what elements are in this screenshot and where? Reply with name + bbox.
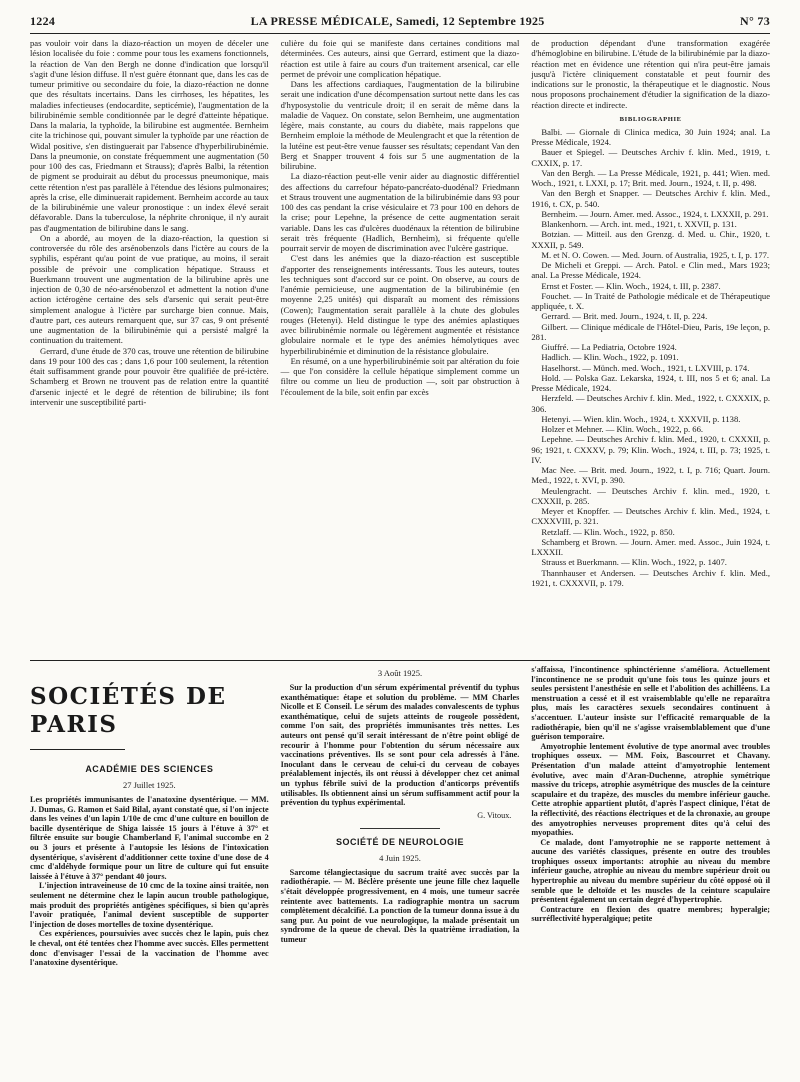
bibliography-entry: Strauss et Buerkmann. — Klin. Woch., 1922, p. 1407. (541, 557, 727, 568)
paragraph: pas vouloir voir dans la diazo-réaction un moyen de déceler une lésion localisée du foie : comme pour tous les examens fonctionnels, la réaction de Van den Bergh ne donne d'indication que lorsqu'il s'agit d'une lésion diffuse. Il n'est guère étonnant que, dans les cas de tumeur primitive ou secondaire du foie, la diazo-réaction ne donne que des résultats incertains. Dans les cirrhoses, les hépatites, les maladies infectieuses (endocardite, septicémie), l'augmentation de la bilirubinémie semble conditionnée par le degré d'atteinte hépatique. Dans la malaria, la typhoïde, la bilirubine est augmentée. Bernheim cite la trichinose qui, pouvant simuler la typhoïde par une réaction de Widal positive, s'en distinguerait par l'absence d'hyperbilirubinémie. Dans la pneumonie, on constate fréquemment une augmentation (50 pour 100 des cas, Friedmann et Strauss); d'après Balbi, la rétention de pigment se produirait au début du processus pneumonique, mais cette rétention n'est pas parallèle à l'étendue des lésions pulmonaires; après la crise, elle diminuerait rapidement. Bernheim accorde au taux de la bilirubinémie une valeur pronostique : un index élevé serait défavorable. Dans la tuberculose, la néphrite chronique, il n'y aurait pas d'augmentation de bilirubine dans le sang. (30, 38, 269, 233)
bibliography-entry: Retzlaff. — Klin. Woch., 1922, p. 850. (541, 526, 675, 537)
bibliography-entry: De Micheli et Greppi. — Arch. Patol. e Clin med., Mars 1923; anal. La Presse Médicale, 1924. (531, 260, 770, 281)
title-rule (30, 749, 125, 750)
paragraph: de production dépendant d'une transformation exagérée d'hémoglobine en bilirubine. L'étude de la bilirubinémie par la diazo-réaction met en évidence une rétention qui n'ira peut-être jamais jusqu'à l'ictère cliniquement constatable et peut fournir des indications sur le pronostic, la thérapeutique et le diagnostic. Nous nous proposons prochainement d'étudier la signification de la diazo-réaction directe et indirecte. (531, 38, 770, 110)
paragraph: Ces expériences, poursuivies avec succès chez le lapin, puis chez le cheval, ont été tentées chez l'homme avec succès. Elles permettent donc d'envisager l'essai de la vaccination de l'homme avec l'anatoxine dysentérique. (30, 929, 269, 968)
societies-column-3 (531, 665, 770, 1075)
bibliography-entry: Gerrard. — Brit. med. Journ., 1924, t. II, p. 224. (541, 311, 708, 322)
bibliography-entry: Bernheim. — Journ. Amer. med. Assoc., 1924, t. LXXXII, p. 291. (541, 208, 769, 219)
bibliography-entry: Gilbert. — Clinique médicale de l'Hôtel-Dieu, Paris, 19e leçon, p. 281. (531, 321, 770, 342)
session-date: 4 Juin 1925. (379, 852, 421, 863)
bibliography-entry: Van den Bergh. — La Presse Médicale, 1921, p. 441; Wien. med. Woch., 1921, t. LXXI, p. 17; Brit. med. Journ., 1924, t. II, p. 498. (531, 167, 770, 188)
issue-number: N° 73 (740, 14, 770, 28)
bibliography-entry: Blankenhorn. — Arch. int. med., 1921, t. XXVII, p. 131. (541, 219, 737, 229)
bibliography-entry: Meulengracht. — Deutsches Archiv f. klin. med., 1920, t. CXXXII, p. 285. (531, 485, 770, 506)
bibliography-entry: Haselhorst. — Münch. med. Woch., 1921, t. LXVIII, p. 174. (541, 362, 750, 373)
journal-title: LA PRESSE MÉDICALE, Samedi, 12 Septembre 1925 (250, 14, 545, 28)
paragraph: s'affaissa, l'incontinence sphinctérienne s'améliora. Actuellement l'incontinence ne se produit qu'une fois tous les quinze jours et seules persistent l'anesthésie en selle et l'abolition des achilléens. La menstruation a cessé et il est vraisemblable qu'elle ne reparaîtra plus, mais les caractères sexuels secondaires continuent à s'accentuer. L'auteur insiste sur l'efficacité remarquable de la radiothérapie, bien qu'il ne s'agisse vraisemblablement que d'une guérison temporaire. (531, 665, 770, 742)
paragraph: L'injection intraveineuse de 10 cmc de la toxine ainsi traitée, non seulement ne détermine chez le lapin aucun trouble pathologique, mais produit des propriétés antigènes spécifiques, si bien qu'après l'avoir pratiquée, l'animal devient susceptible de supporter l'injection de doses mortelles de toxine dysentérique. (30, 881, 269, 929)
paragraph: On a abordé, au moyen de la diazo-réaction, la question si controversée du rôle des arsénobenzols dans l'ictère au cours de la syphilis, espérant qu'au point de vue pratique, au moins, il serait possible de prévoir une complication hépatique. Strauss et Buerkmann trouvent une augmentation de la bilirubine après une injection de 0,30 de néo-arsénobenzol et admettent la notion d'une action ictérogène certaine des sels d'arsenic qui serait peut-être simplement analogue à l'ictère par surcharge bien connue. Mais, d'autre part, ces auteurs remarquent que, sur 37 cas, 9 ont présenté une augmentation de la bilirubinémie qui a persisté malgré la continuation du traitement. (30, 232, 269, 346)
bibliography-title: BIBLIOGRAPHIE (619, 115, 682, 123)
societes-title: SOCIÉTÉS DE PARIS (30, 683, 227, 738)
article-column-2 (281, 38, 520, 654)
bibliography-entry: Hold. — Polska Gaz. Lekarska, 1924, t. III, nos 5 et 6; anal. La Presse Médicale, 1924. (531, 372, 770, 393)
bibliography-entry: Bauer et Spiegel. — Deutsches Archiv f. klin. Med., 1919, t. CXXIX, p. 17. (531, 147, 770, 168)
paragraph: Les propriétés immunisantes de l'anatoxine dysentérique. — MM. J. Dumas, G. Ramon et Saïd Bilal, ayant constaté que, si l'on injecte dans les veines d'un lapin 1/10e de cmc d'une culture en bouillon de bacille dysentérique de Shiga laissée 15 jours à l'étuve à 37° et filtrée ensuite sur bougie Chamberland F, l'animal succombe en 2 ou 3 jours et présente à l'autopsie les lésions de l'intoxication dysentérique, s'avisèrent d'additionner cette toxine d'une dose de 4 cmc d'aldéhyde formique pour un litre de culture qui fut ensuite laissée à l'étuve à 37° pendant 40 jours. (30, 795, 269, 881)
page-number: 1224 (30, 14, 56, 28)
bibliography-entry: Hetenyi. — Wien. klin. Woch., 1924, t. XXXVII, p. 1138. (541, 413, 741, 424)
bibliography-entry: Holzer et Mehner. — Klin. Woch., 1922, p. 66. (541, 424, 704, 434)
bibliography-entry: Thannhauser et Andersen. — Deutsches Archiv f. klin. Med., 1921, t. CXXXVII, p. 179. (531, 567, 770, 588)
paragraph: En résumé, on a une hyperbilirubinémie soit par altération du foie — que l'on considère la cellule hépatique simplement comme un filtre ou comme un lieu de production —, soit par obstruction à l'écoulement de la bile, soit enfin par excès (280, 355, 520, 397)
sub-divider (360, 828, 440, 829)
bibliography-entry: M. et N. O. Cowen. — Med. Journ. of Australia, 1925, t. I, p. 177. (541, 249, 770, 260)
bibliography-list (531, 127, 770, 588)
article-section (30, 38, 770, 654)
bibliography-entry: Giuffré. — La Pediatria, Octobre 1924. (541, 342, 677, 352)
bibliography-entry: Fouchet. — In Traité de Pathologie médicale et de Thérapeutique appliquée, t. X. (531, 290, 770, 311)
paragraph: Amyotrophie lentement évolutive de type anormal avec troubles trophiques osseux. — MM. Foix, Bascourret et Chavany. Présentation d'un malade atteint d'amyotrophie lentement évolutive, avec main d'Aran-Duchenne, atrophie symétrique massive du triceps, atrophie asymétrique des muscles de la ceinture scapulaire et du trapèze, des muscles du membre inférieur gauche. Cette atrophie appartient plutôt, d'après l'aspect clinique, l'état de la réflectivité, des réactions électriques et de la chronaxie, au groupe des amyotrophies nerveuses proprement dites qu'à celui des myopathies. (531, 741, 770, 838)
bibliography-entry: Ernst et Foster. — Klin. Woch., 1924, t. III, p. 2387. (541, 280, 721, 291)
bibliography-entry: Hadlich. — Klin. Woch., 1922, p. 1091. (541, 352, 679, 363)
bibliography-entry: Botzian. — Mitteil. aus den Grenzg. d. Med. u. Chir., 1920, t. XXXII, p. 549. (531, 229, 770, 250)
paragraph: Ce malade, dont l'amyotrophie ne se rapporte nettement à aucune des variétés classiques, présente en outre des troubles trophiques osseux importants: atrophie au niveau du membre inférieur gauche, atrophie au niveau du membre supérieur droit ou hypertrophie au niveau du membre supérieur du côté opposé où il semble que le deltoïde et les muscles de la ceinture scapulaire présentent également un certain degré d'hypertrophie. (531, 837, 770, 905)
bibliography-entry: Lepehne. — Deutsches Archiv f. klin. Med., 1920, t. CXXXII, p. 96; 1921, t. CXXXV, p. 79; Klin. Woch., 1924, t. III, p. 73; 1925, t. IV. (531, 434, 770, 465)
signature: G. Vitoux. (477, 810, 512, 820)
societies-column-1 (30, 665, 269, 1075)
bibliography-entry: Meyer et Knopffer. — Deutsches Archiv f. klin. Med., 1924, t. CXXXVIII, p. 321. (531, 506, 770, 527)
bibliography-entry: Herzfeld. — Deutsches Archiv f. klin. Med., 1922, t. CXXXIX, p. 306. (531, 393, 770, 414)
session-date: 27 Juillet 1925. (123, 780, 176, 790)
bibliography-entry: Schamberg et Brown. — Journ. Amer. med. Assoc., Juin 1924, t. LXXXII. (531, 536, 770, 557)
paragraph: La diazo-réaction peut-elle venir aider au diagnostic différentiel des affections du carrefour hépato-pancréato-duodénal? Friedmann et Straus trouvent une augmentation de la bilirubinémie dans 93 pour 100 des cas pendant la crise vésiculaire et 73 pour 100 en dehors de la crise; pour Lepehne, la présence de cette augmentation serait variable. Dans les cas d'ulcères duodénaux la rétention de bilirubine serait très fréquente (Hadlich, Bernheim), si fréquente qu'elle pourrait servir de moyen de discrimination avec l'ulcère gastrique. (280, 171, 520, 253)
bibliography-entry: Mac Nee. — Brit. med. Journ., 1922, t. I, p. 716; Quart. Journ. Med., 1922, t. XVI, p. 390. (531, 465, 770, 486)
paragraph: Gerrard, d'une étude de 370 cas, trouve une rétention de bilirubine dans 19 pour 100 des cas ; dans 1,6 pour 100 seulement, la rétention était suffisamment grande pour pouvoir être qualifiée de pré-ictère. Schamberg et Brown ne trouvent pas de relation entre la quantité d'arsenic injecté et le degré de rétention de bilirubine; ils font intervenir une susceptibilité parti- (30, 345, 269, 407)
bibliography-entry: Balbi. — Giornale di Clinica medica, 30 Juin 1924; anal. La Presse Médicale, 1924. (531, 126, 770, 147)
paragraph: Sarcome télangiectasique du sacrum traité avec succès par la radiothérapie. — M. Béclère présente une jeune fille chez laquelle s'était développée progressivement, en 4 mois, une tumeur sacrée reintente avec battements. La radiographie montra un sacrum complètement décalcifié. La ponction de la tumeur donna issue à du sang pur. Au point de vue neurologique, la malade présentait un syndrome de la queue de cheval. Dès la quatrième irradiation, la tumeur (280, 867, 520, 944)
paragraph: Sur la production d'un sérum expérimental préventif du typhus exanthématique: étape et solution du problème. — MM Charles Nicolle et E Conseil. Le sérum des malades convalescents de typhus exanthématique, celui de sujets atteints de rougeole possèdent, comme l'on sait, des propriétés immunisantes très nettes. Les auteurs ont pensé qu'il serait intéressant de n'être point obligé de recourir à l'homme pour l'obtention du sérum nécessaire aux vaccinations préventives. Ils se sont pour cela adressés à l'âne. Inoculant dans le cerveau de celui-ci du cerveau de cobayes préalablement injectés, ils ont réussi à développer chez cet animal un typhus fébrile suivi de la production d'anticorps préventifs utilisables. Ils obtiennent ainsi un sérum suffisamment actif pour la prévention du typhus expérimental. (280, 683, 520, 808)
paragraph: culière du foie qui se manifeste dans certaines conditions mal déterminées. Ces auteurs, ainsi que Gerrard, estiment que la diazo-réaction est utile à faire au cours d'un traitement arsenical, car elle permet de prévoir une complication hépatique. (280, 38, 520, 79)
societies-section (30, 665, 770, 1075)
paragraph: C'est dans les anémies que la diazo-réaction est susceptible d'apporter des renseignements intéressants. Tous les auteurs, toutes les techniques sont d'accord sur ce point. On observe, au cours de l'anémie pernicieuse, une augmentation de la bilirubinémie (en moyenne 2,25 unités) qui disparaît au moment des rémissions (Cowen); l'augmentation serait parallèle à la chute des globules rouges (Hetenyi). Held distingue le type des anémies aplastiques avec bilirubinémie normale ou légèrement augmentée et résistance globulaire normale et le type des anémies hémolytiques avec hyperbilirubinémie et diminution de la résistance globulaire. (280, 253, 520, 356)
session-date: 3 Août 1925. (377, 668, 423, 678)
paragraph: Contracture en flexion des quatre membres; hyperalgie; surréflectivité hyperalgique; petite (531, 904, 770, 924)
article-column-1 (30, 38, 269, 654)
bibliography-entry: Van den Bergh et Snapper. — Deutsches Archiv f. klin. Med., 1916, t. CX, p. 540. (531, 188, 770, 209)
neurologie-title: SOCIÉTÉ DE NEUROLOGIE (336, 836, 465, 847)
section-divider (30, 660, 770, 661)
academie-title: ACADÉMIE DES SCIENCES (85, 764, 214, 774)
paragraph: Dans les affections cardiaques, l'augmentation de la bilirubine serait une indication d'une décompensation surtout nette dans les cas d'hyposystolie du ventricule droit; il en serait de même dans la maladie de Vaquez. On constate, selon Bernheim, une augmentation légère, mais constante, au cours du diabète, mais rappelons que Bernheim emploie la méthode de Meulengracht et que la rétention de la lutéine est peut-être venue fausser ses résultats; cependant Van den Berg et Snapper trouvent 4 fois sur 5 une augmentation de la bilirubine. (280, 79, 520, 171)
article-column-3 (531, 38, 770, 654)
societies-column-2 (281, 665, 520, 1075)
page-header (30, 0, 770, 34)
